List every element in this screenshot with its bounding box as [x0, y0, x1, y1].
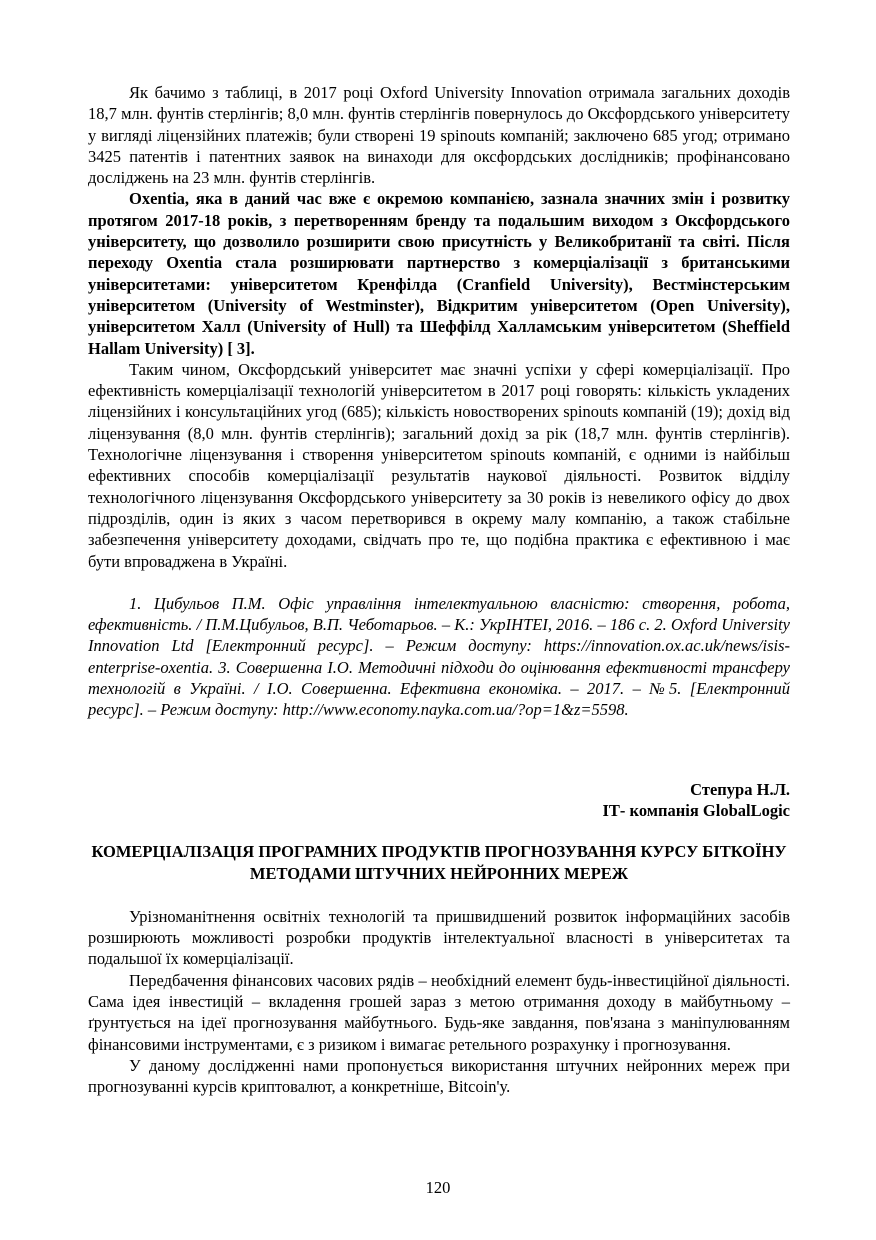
paragraph-intro-education: Урізноманітнення освітніх технологій та пришвидшений розвиток інформаційних засобів розширюють можливості розробки продуктів інтелектуальної власності в університетах та подальшої їх комерціалізації. — [88, 906, 790, 969]
paragraph-neural-networks: У даному дослідженні нами пропонується використання штучних нейронних мереж при прогнозуванні курсів криптовалют, а конкретніше, Bitcoin'у. — [88, 1055, 790, 1097]
paragraph-conclusion: Таким чином, Оксфордський університет має значні успіхи у сфері комерціалізації. Про ефективність комерціалізації технологій університетом в 2017 році говорять: кількість укладених ліцензійних і консультаційних угод (685); кількість новостворених spinouts компаній (19); дохід від ліцензування (8,0 млн. фунтів стерлінгів); загальний дохід за рік (18,7 млн. фунтів стерлінгів). Технологічне ліцензування і створення університетом spinouts компаній, є одними із найбільш ефективних способів комерціалізації результатів наукової діяльності. Розвиток відділу технологічного ліцензування Оксфордського університету за 30 років із невеликого офісу до двох підрозділів, один із яких з часом перетворився в окрему малу компанію, а також стабільне забезпечення університету доходами, свідчать про те, що подібна практика є ефективною і має бути впроваджена в Україні. — [88, 359, 790, 571]
paragraph-oxford-summary: Як бачимо з таблиці, в 2017 році Oxford University Innovation отримала загальних доходів 18,7 млн. фунтів стерлінгів; 8,0 млн. фунтів стерлінгів повернулось до Оксфордського університету у вигляді ліцензійних платежів; були створені 19 spinouts компаній; заключено 685 угод; отримано 3425 патентів і патентних заявок на винаходи для оксфордських дослідників; профінансовано досліджень на 23 млн. фунтів стерлінгів. — [88, 83, 790, 188]
author-name: Степура Н.Л. — [690, 779, 790, 799]
page-number: 120 — [425, 1177, 451, 1197]
author-affiliation: ІТ- компанія GlobalLogic — [602, 800, 790, 820]
paragraph-oxentia-bold: Oxentia, яка в даний час вже є окремою компанією, зазнала значних змін і розвитку протягом 2017-18 років, з перетворенням бренду та подальшим виходом з Оксфордського університету, що дозволило розширити свою присутність у Великобританії та світі. Після переходу Oxentia стала розширювати партнерство з комерціалізації з британськими університетами: університетом Кренфілда (Cranfield University), Вестмінстерським університетом (University of Westminster), Відкритим університетом (Open University), університетом Халл (University of Hull) та Шеффілд Халламським університетом (Sheffield Hallam University) [ 3]. — [88, 189, 790, 358]
article-title: КОМЕРЦІАЛІЗАЦІЯ ПРОГРАМНИХ ПРОДУКТІВ ПРОГНОЗУВАННЯ КУРСУ БІТКОЇНУ МЕТОДАМИ ШТУЧНИХ НЕЙРОННИХ МЕРЕЖ — [91, 842, 787, 883]
references-list: 1. Цибульов П.М. Офіс управління інтелектуальною власністю: створення, робота, ефективність. / П.М.Цибульов, В.П. Чеботарьов. – К.: УкрІНТЕІ, 2016. – 186 с. 2. Oxford University Innovation Ltd [Електронний ресурс]. – Режим доступу: https://innovation.ox.ac.uk/news/isis-enterprise-oxentia. 3. Совершенна І.О. Методичні підходи до оцінювання ефективності трансферу технологій в Україні. / І.О. Совершенна. Ефективна економіка. – 2017. – №5. [Електронний ресурс]. – Режим доступу: http://www.economy.nayka.com.ua/?op=1&z=5598. — [88, 593, 790, 720]
paragraph-forecasting: Передбачення фінансових часових рядів – необхідний елемент будь-інвестиційної діяльності. Сама ідея інвестицій – вкладення грошей зараз з метою отримання доходу в майбутньому – ґрунтується на ідеї прогнозування майбутнього. Будь-яке завдання, пов'язана з маніпулюванням фінансовими інструментами, є з ризиком і вимагає ретельного розрахунку і прогнозування. — [88, 970, 790, 1054]
author-block — [88, 779, 790, 822]
